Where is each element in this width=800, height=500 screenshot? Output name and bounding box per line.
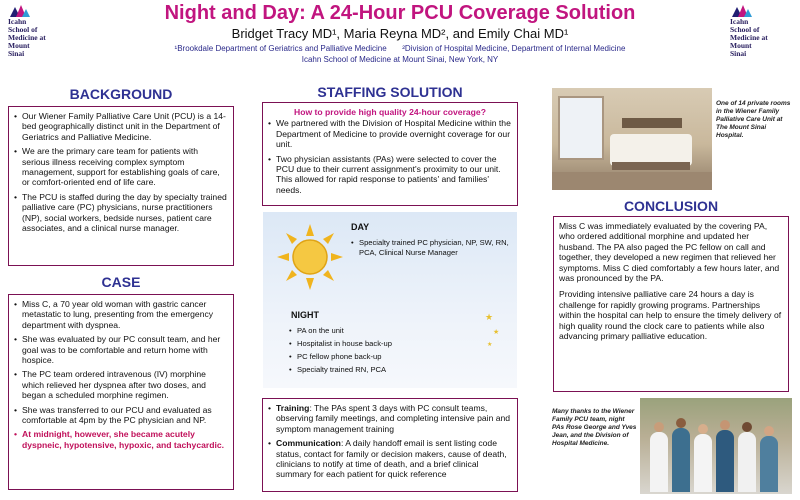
training-section	[262, 398, 518, 492]
list-item: • The PCU is staffed during the day by specialty trained palliative care (PC) physicians, nurse practitioners (NP), social workers, bedside nurses, patient care associates, and a clinical nurse manager.	[14, 192, 228, 234]
logo-mark-icon	[730, 4, 754, 18]
thanks-caption: Many thanks to the Wiener Family PCU team, night PAs Rose George and Yves Jean, and the Division of Hospital Medicine.	[552, 408, 637, 447]
communication-label: Communication	[276, 438, 341, 449]
list-item: • Specialty trained RN, PCA	[289, 365, 459, 375]
day-label: DAY	[351, 222, 370, 232]
list-item: • PC fellow phone back-up	[289, 352, 459, 362]
staffing-question: How to provide high quality 24-hour coverage?	[294, 107, 486, 117]
team-photo	[640, 398, 792, 494]
list-item: • We partnered with the Division of Hospital Medicine within the Department of Medicine to provide overnight coverage for our unit.	[268, 118, 512, 149]
list-item: • Hospitalist in house back-up	[289, 339, 459, 349]
staffing-section	[262, 102, 518, 206]
poster-authors: Bridget Tracy MD¹, Maria Reyna MD², and Emily Chai MD¹	[231, 26, 569, 41]
svg-text:★: ★	[493, 328, 500, 336]
night-label: NIGHT	[291, 310, 319, 320]
list-item: • Communication: A daily handoff email is sent listing code status, contact for family or decision makers, cause of death, clinicians to notify at time of death, and a brief clinical summary for each patient for quick reference	[268, 438, 512, 480]
mount-sinai-logo-right	[730, 4, 792, 58]
list-item: • She was evaluated by our PC consult team, and her goal was to be comfortable and return home with hospice.	[14, 334, 228, 365]
conclusion-section	[553, 216, 789, 392]
list-item: • Miss C, a 70 year old woman with gastric cancer metastatic to lung, presenting from the emergency department with dyspnea.	[14, 299, 228, 330]
conclusion-heading: CONCLUSION	[623, 198, 719, 214]
conclusion-paragraph: Providing intensive palliative care 24 hours a day is challenge for rapidly growing programs. Partnerships within the hospital can help to ensure the timely delivery of high quality round the clock care to patients while also advancing primary palliative education.	[559, 289, 782, 342]
list-item: • PA on the unit	[289, 326, 459, 336]
background-heading: BACKGROUND	[69, 86, 173, 102]
case-heading: CASE	[101, 274, 141, 290]
svg-text:★: ★	[485, 313, 494, 323]
list-item: • Specialty trained PC physician, NP, SW, RN, PCA, Clinical Nurse Manager	[351, 238, 511, 258]
training-label: Training	[276, 403, 310, 413]
day-night-graphic	[263, 212, 517, 388]
mount-sinai-logo-left	[8, 4, 70, 58]
case-section	[8, 294, 234, 490]
list-item: • Our Wiener Family Palliative Care Unit (PCU) is a 14-bed geographically distinct unit in the Department of Geriatrics and Palliative Medicine.	[14, 111, 228, 142]
affiliation-3: Icahn School of Medicine at Mount Sinai, New York, NY	[301, 55, 499, 64]
poster-affiliations	[120, 43, 680, 65]
logo-text: Icahn School of Medicine at Mount Sinai	[8, 17, 46, 58]
moon-icon	[435, 300, 505, 380]
poster-title: Night and Day: A 24-Hour PCU Coverage Solution	[164, 2, 636, 24]
svg-text:★: ★	[487, 341, 493, 348]
background-section	[8, 106, 234, 266]
room-caption: One of 14 private rooms in the Wiener Family Palliative Care Unit at The Mount Sinai Hospital.	[716, 100, 791, 139]
affiliation-1: ¹Brookdale Department of Geriatrics and Palliative Medicine	[174, 44, 387, 53]
conclusion-paragraph: Miss C was immediately evaluated by the covering PA, who ordered additional morphine and updated her husband. The PA also paged the PC fellow on call and together, they developed a new regimen that relieved her symptoms. Miss C died comfortably a few hours later, and was pronounced by the PA.	[559, 221, 780, 284]
list-item: • The PC team ordered intravenous (IV) morphine which relieved her dyspnea after two doses, and began a scheduled morphine regimen.	[14, 369, 228, 400]
list-item: • She was transferred to our PCU and evaluated as comfortable at 4pm by the PC physician and NP.	[14, 405, 228, 426]
sun-icon	[275, 222, 345, 292]
logo-text: Icahn School of Medicine at Mount Sinai	[730, 17, 768, 58]
list-item: • We are the primary care team for patients with serious illness receiving complex symptom management, support for establishing goals of care, or comfort-oriented end of life care.	[14, 146, 228, 188]
affiliation-2: ²Division of Hospital Medicine, Department of Internal Medicine	[402, 44, 626, 53]
staffing-heading: STAFFING SOLUTION	[317, 84, 463, 100]
list-item: • Two physician assistants (PAs) were selected to cover the PCU due to their current assignment's proximity to our unit. This allowed for rapid response to patients' and families' needs.	[268, 154, 512, 196]
logo-mark-icon	[8, 4, 32, 18]
list-item: • Training: The PAs spent 3 days with PC consult teams, observing family meetings, and completing intensive pain and symptom management training	[268, 403, 512, 434]
case-highlight: • At midnight, however, she became acutely dyspneic, hypotensive, hypoxic, and tachycardic.	[14, 429, 228, 450]
patient-room-photo	[552, 88, 712, 190]
